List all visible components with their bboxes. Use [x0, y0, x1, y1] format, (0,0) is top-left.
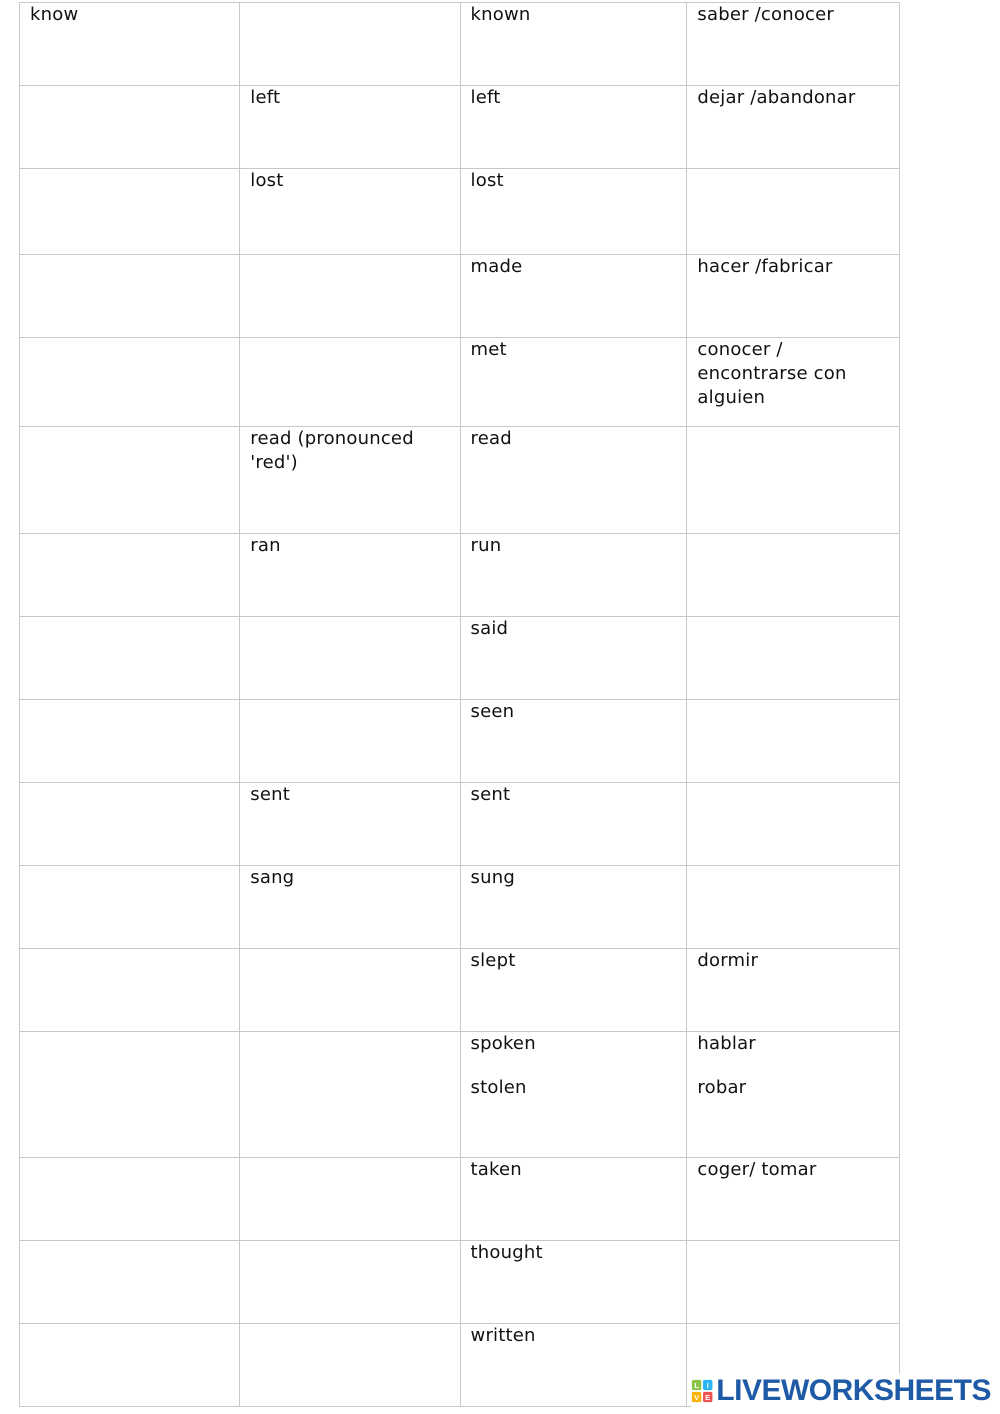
table-row: [20, 255, 900, 338]
past-participle-cell: thought: [460, 1241, 687, 1324]
past-simple-cell: [240, 1158, 460, 1241]
past-simple-cell: [240, 949, 460, 1032]
table-row: [20, 3, 900, 86]
translation-cell: [687, 1032, 900, 1158]
infinitive-cell: [20, 169, 240, 255]
table-row: [20, 169, 900, 255]
past-participle-cell: seen: [460, 700, 687, 783]
past-participle-cell: [460, 1032, 687, 1158]
table-row: [20, 534, 900, 617]
table-row: [20, 1241, 900, 1324]
infinitive-cell: [20, 86, 240, 169]
infinitive-cell: [20, 427, 240, 534]
translation-cell: conocer / encontrarse con alguien: [687, 338, 900, 427]
table-row: [20, 1158, 900, 1241]
past-participle-cell: met: [460, 338, 687, 427]
table-row: [20, 338, 900, 427]
past-simple-cell: sent: [240, 783, 460, 866]
infinitive-cell: [20, 783, 240, 866]
past-simple-cell: [240, 1241, 460, 1324]
past-participle-cell: sent: [460, 783, 687, 866]
infinitive-cell: [20, 700, 240, 783]
past-participle-cell: read: [460, 427, 687, 534]
svg-text:V: V: [694, 1393, 700, 1403]
translation-cell: [687, 866, 900, 949]
past-participle-cell: left: [460, 86, 687, 169]
infinitive-cell: [20, 338, 240, 427]
translation-cell: [687, 1241, 900, 1324]
translation-cell: coger/ tomar: [687, 1158, 900, 1241]
table-row: [20, 427, 900, 534]
infinitive-cell: [20, 1158, 240, 1241]
svg-text:I: I: [706, 1380, 709, 1390]
translation-cell: hacer /fabricar: [687, 255, 900, 338]
translation-cell: dormir: [687, 949, 900, 1032]
translation-cell: [687, 700, 900, 783]
past-simple-cell: [240, 338, 460, 427]
infinitive-cell: [20, 255, 240, 338]
past-simple-cell: left: [240, 86, 460, 169]
table-row: [20, 949, 900, 1032]
table-row: [20, 783, 900, 866]
past-participle-cell: lost: [460, 169, 687, 255]
past-participle-cell: said: [460, 617, 687, 700]
past-simple-cell: [240, 700, 460, 783]
svg-text:L: L: [694, 1380, 699, 1390]
infinitive-cell: [20, 1032, 240, 1158]
irregular-verbs-table: [19, 2, 900, 1407]
infinitive-cell: [20, 534, 240, 617]
past-simple-cell: read (pronounced 'red'): [240, 427, 460, 534]
past-simple-cell: ran: [240, 534, 460, 617]
infinitive-cell: [20, 617, 240, 700]
infinitive-cell: [20, 1324, 240, 1407]
table-row: [20, 617, 900, 700]
past-participle-cell: sung: [460, 866, 687, 949]
translation-cell: [687, 169, 900, 255]
liveworksheets-logo-icon: [691, 1377, 713, 1405]
past-participle-stolen: stolen: [470, 1077, 527, 1098]
past-participle-cell: taken: [460, 1158, 687, 1241]
translation-cell: [687, 534, 900, 617]
infinitive-cell: know: [20, 3, 240, 86]
past-participle-spoken: spoken: [470, 1033, 536, 1054]
translation-cell: [687, 427, 900, 534]
translation-cell: [687, 617, 900, 700]
past-simple-cell: lost: [240, 169, 460, 255]
past-participle-cell: written: [460, 1324, 687, 1407]
past-simple-cell: [240, 3, 460, 86]
infinitive-cell: [20, 1241, 240, 1324]
infinitive-cell: [20, 866, 240, 949]
translation-cell: [687, 783, 900, 866]
past-participle-cell: known: [460, 3, 687, 86]
table-row: [20, 86, 900, 169]
translation-hablar: hablar: [697, 1033, 756, 1054]
infinitive-cell: [20, 949, 240, 1032]
past-simple-cell: [240, 1032, 460, 1158]
table-row: [20, 700, 900, 783]
table-row: [20, 1032, 900, 1158]
past-simple-cell: [240, 617, 460, 700]
past-participle-cell: slept: [460, 949, 687, 1032]
table-row: [20, 866, 900, 949]
past-participle-cell: run: [460, 534, 687, 617]
translation-robar: robar: [697, 1077, 747, 1098]
past-participle-cell: made: [460, 255, 687, 338]
past-simple-cell: sang: [240, 866, 460, 949]
translation-cell: saber /conocer: [687, 3, 900, 86]
past-simple-cell: [240, 1324, 460, 1407]
svg-text:E: E: [705, 1393, 711, 1403]
liveworksheets-logo: [691, 1374, 991, 1408]
translation-cell: dejar /abandonar: [687, 86, 900, 169]
liveworksheets-logo-text: LIVEWORKSHEETS: [716, 1374, 991, 1407]
past-simple-cell: [240, 255, 460, 338]
